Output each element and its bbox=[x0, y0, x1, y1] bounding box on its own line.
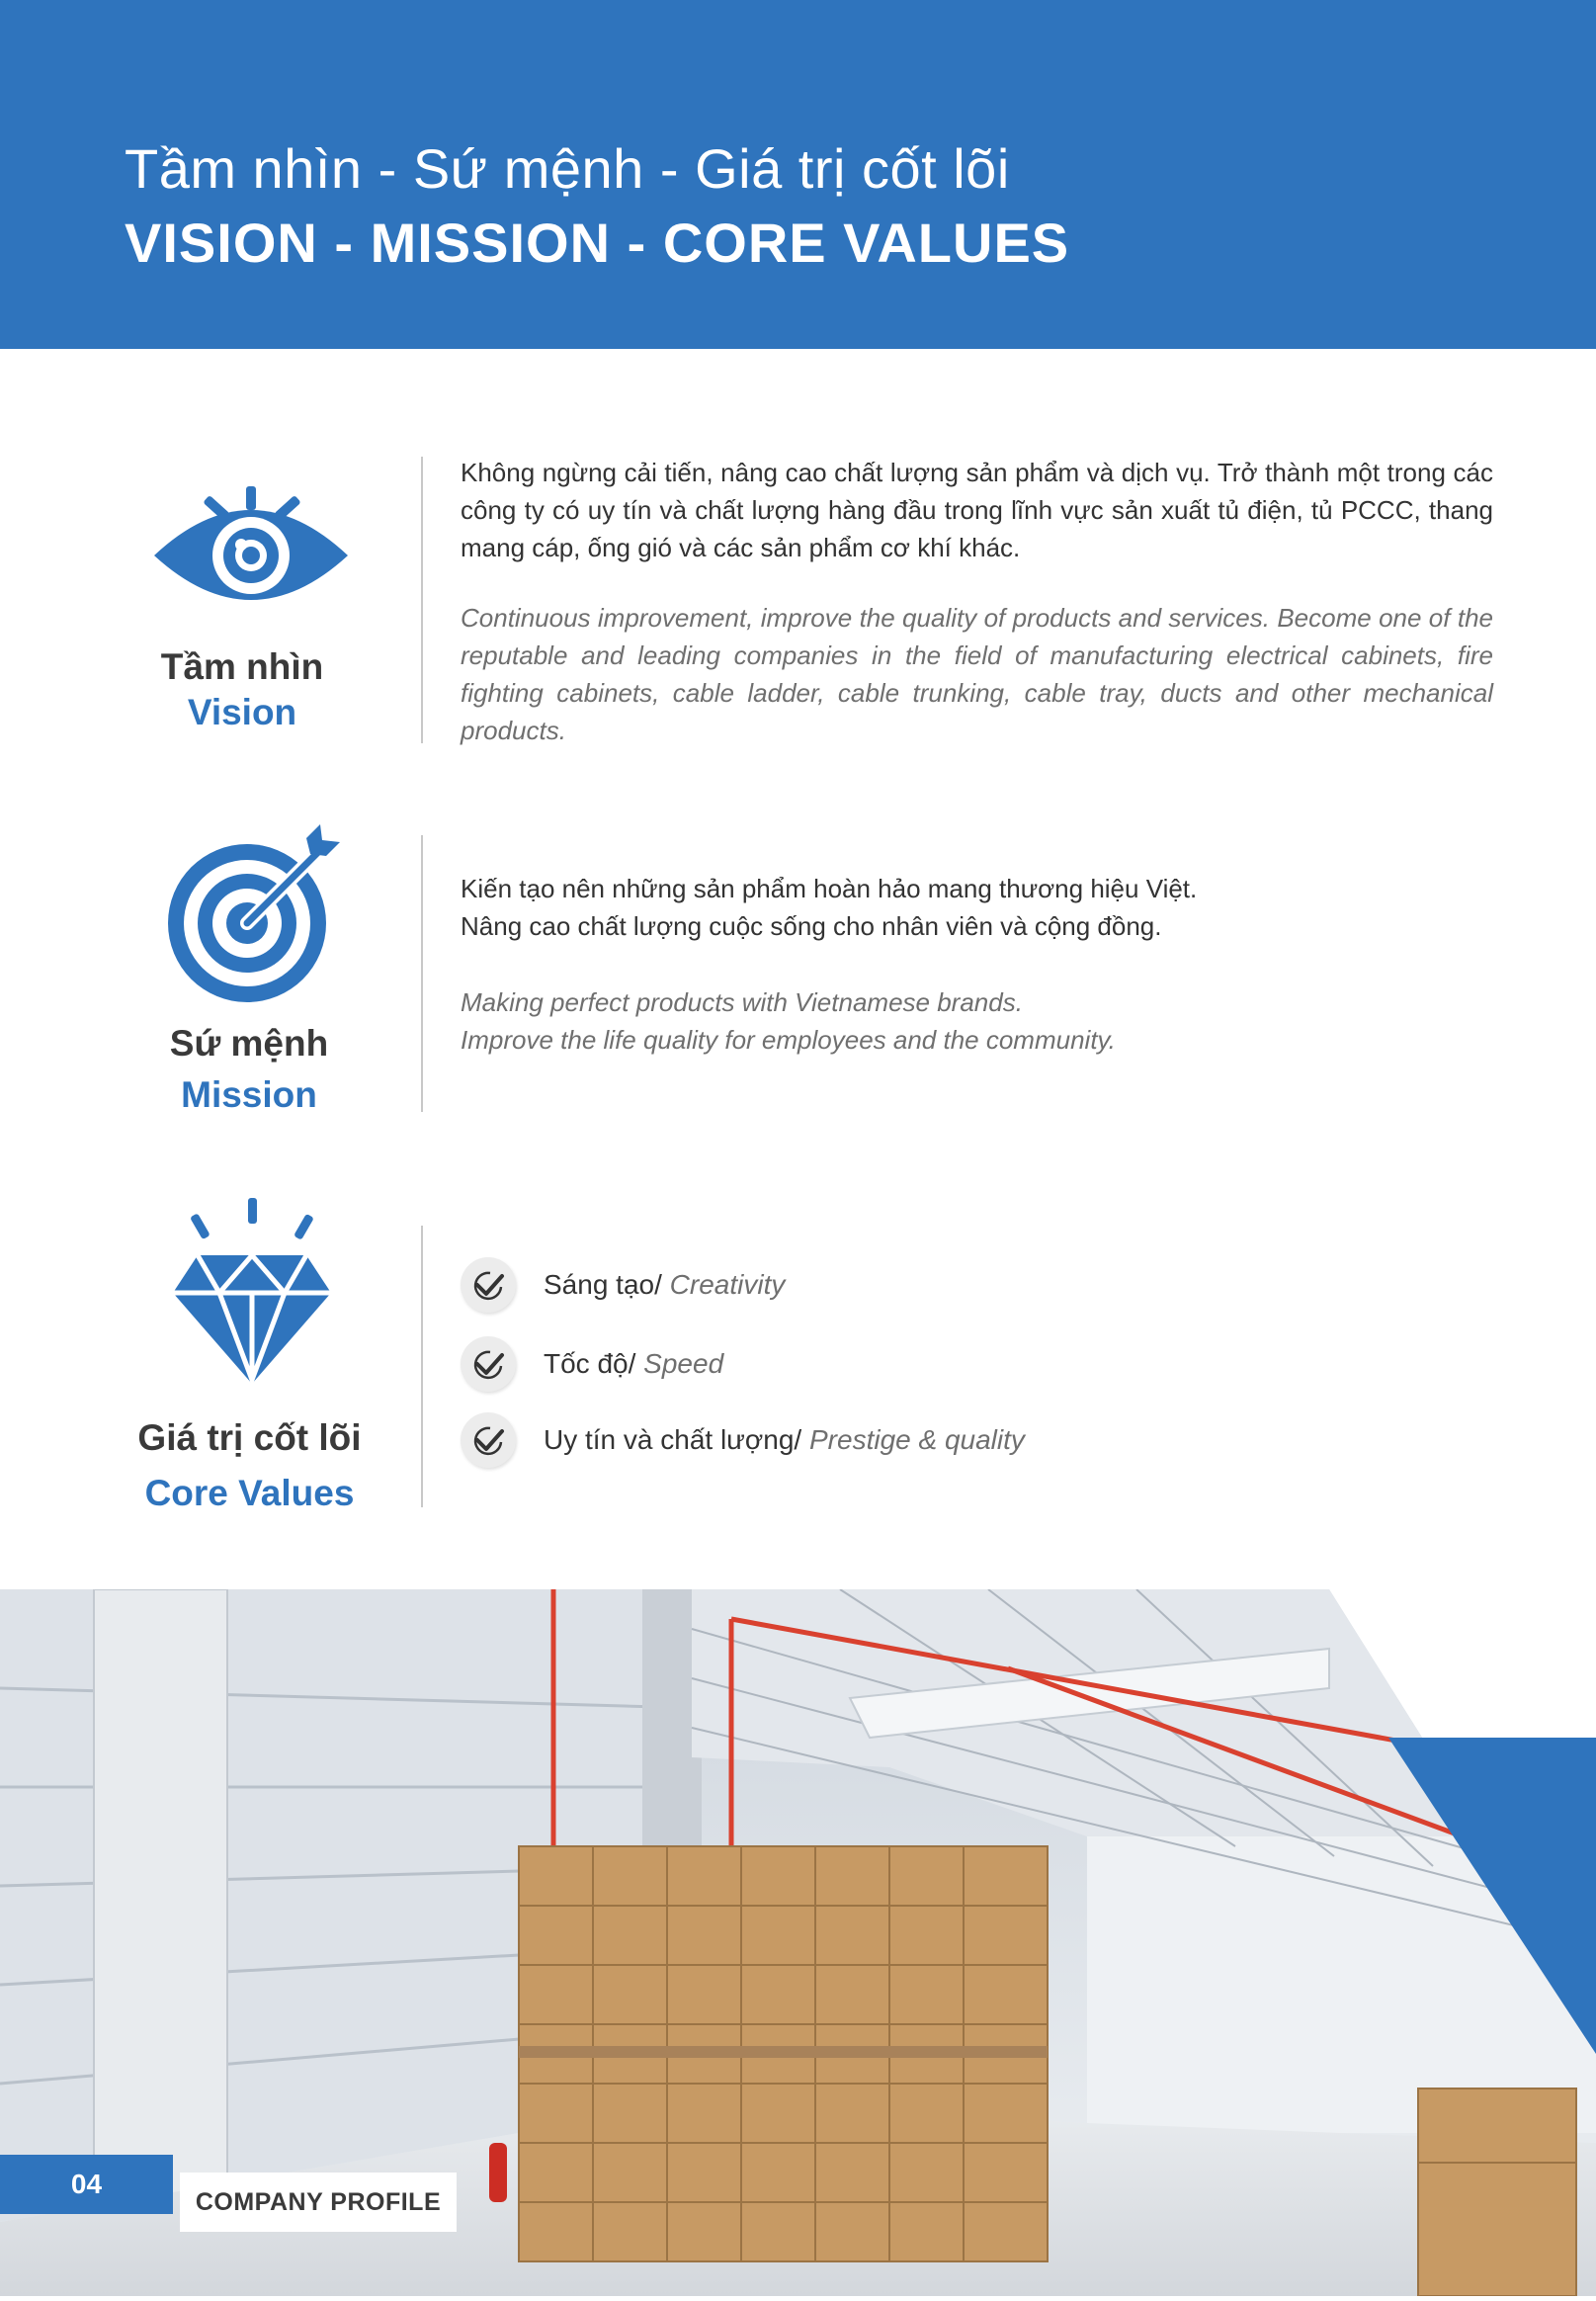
core-values-label-vi: Giá trị cốt lõi bbox=[137, 1417, 362, 1458]
eye-icon bbox=[148, 484, 356, 623]
check-icon bbox=[461, 1257, 516, 1313]
vision-label-en: Vision bbox=[187, 692, 297, 732]
page-title-english: VISION - MISSION - CORE VALUES bbox=[125, 212, 1070, 274]
header-banner bbox=[0, 0, 1596, 349]
target-icon bbox=[148, 818, 346, 1006]
diamond-icon bbox=[168, 1196, 336, 1389]
mission-divider bbox=[421, 835, 423, 1112]
page-title-vietnamese: Tầm nhìn - Sứ mệnh - Giá trị cốt lõi bbox=[125, 137, 1010, 200]
mission-label-vi: Sứ mệnh bbox=[169, 1023, 329, 1064]
vision-label bbox=[109, 644, 376, 735]
mission-label bbox=[116, 1021, 382, 1118]
vision-text-vi: Không ngừng cải tiến, nâng cao chất lượng sản phẩm và dịch vụ. Trở thành một trong các công ty có uy tín và chất lượng hàng đầu trong lĩnh vực sản xuất tủ điện, tủ PCCC, thang mang cáp, ống gió và các sản phẩm cơ khí khác. bbox=[461, 458, 1493, 562]
footer-label: COMPANY PROFILE bbox=[180, 2173, 457, 2232]
vision-text-en: Continuous improvement, improve the quality of products and services. Become one of the reputable and leading companies in the field of manufacturing electrical cabinets, fire fighting cabinets, cable ladder, cable trunking, cable tray, ducts and other mechanical products. bbox=[461, 603, 1493, 745]
mission-line2-vi: Nâng cao chất lượng cuộc sống cho nhân viên và cộng đồng. bbox=[461, 911, 1162, 941]
vision-divider bbox=[421, 457, 423, 743]
core-value-item bbox=[461, 1410, 1025, 1470]
core-value-text bbox=[544, 1348, 723, 1380]
core-value-vi: Tốc độ/ bbox=[544, 1348, 644, 1379]
vision-label-vi: Tầm nhìn bbox=[160, 646, 324, 687]
core-value-text bbox=[544, 1269, 785, 1301]
core-value-en: Creativity bbox=[669, 1269, 786, 1300]
core-value-en: Speed bbox=[643, 1348, 724, 1379]
mission-text-en bbox=[461, 983, 1493, 1059]
core-values-label bbox=[99, 1410, 400, 1521]
page-number: 04 bbox=[0, 2155, 173, 2214]
mission-label-en: Mission bbox=[181, 1074, 317, 1115]
core-values-label-en: Core Values bbox=[144, 1473, 355, 1513]
core-value-item bbox=[461, 1334, 723, 1394]
core-value-vi: Sáng tạo/ bbox=[544, 1269, 670, 1300]
mission-line1-vi: Kiến tạo nên những sản phẩm hoàn hảo mang thương hiệu Việt. bbox=[461, 874, 1198, 903]
mission-text-vi bbox=[461, 870, 1493, 945]
check-icon bbox=[461, 1336, 516, 1392]
check-icon bbox=[461, 1412, 516, 1468]
core-value-vi: Uy tín và chất lượng/ bbox=[544, 1424, 809, 1455]
core-values-divider bbox=[421, 1226, 423, 1507]
core-value-item bbox=[461, 1255, 785, 1315]
mission-line2-en: Improve the life quality for employees and the community. bbox=[461, 1025, 1116, 1055]
core-value-text bbox=[544, 1424, 1025, 1456]
core-value-en: Prestige & quality bbox=[809, 1424, 1025, 1455]
mission-line1-en: Making perfect products with Vietnamese brands. bbox=[461, 987, 1023, 1017]
